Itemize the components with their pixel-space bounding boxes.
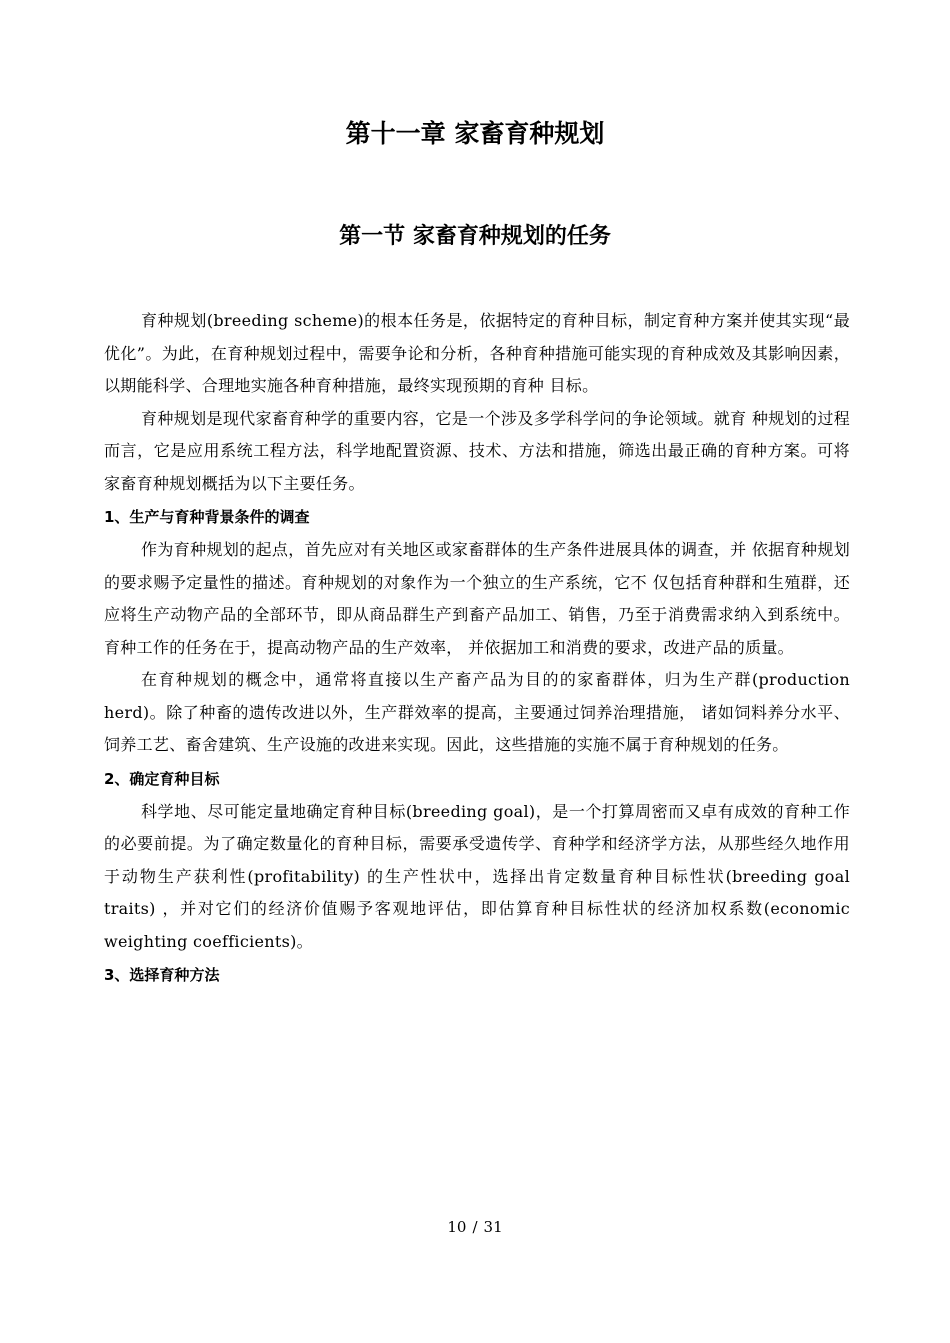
document-body — [104, 305, 850, 992]
current-page-number: 10 — [447, 1218, 467, 1236]
page-number-footer — [0, 1215, 950, 1239]
heading-2: 2、确定育种目标 — [104, 769, 220, 788]
heading-1: 1、生产与育种背景条件的调查 — [104, 508, 310, 526]
chapter-title: 第十一章 家畜育种规划 — [345, 119, 605, 148]
section-1-paragraph-2: 在育种规划的概念中，通常将直接以生产畜产品为目的的家畜群体，归为生产群(production herd)。除了种畜的遗传改进以外，生产群效率的提高，主要通过饲养治理措施， 诸如饲料养分水平、饲养工艺、畜舍建筑、生产设施的改进来实现。因此，这些措施的实施不属于育种规划的任务。 — [104, 670, 850, 754]
section-title: 第一节 家畜育种规划的任务 — [339, 224, 611, 249]
section-2-paragraph-1: 科学地、尽可能定量地确定育种目标(breeding goal)，是一个打算周密而又卓有成效的育种工作的必要前提。为了确定数量化的育种目标，需要承受遗传学、育种学和经济学方法，从那些经久地作用于动物生产获利性(profitability) 的生产性状中，选择出肯定数量育种目标性状(breeding goal traits) ，并对它们的经济价值赐予客观地评估，即估算育种目标性状的经济加权系数(economic weighting coefficients)。 — [104, 801, 850, 951]
intro-paragraph-2: 育种规划是现代家畜育种学的重要内容，它是一个涉及多学科学问的争论领域。就育 种规划的过程而言，它是应用系统工程方法，科学地配置资源、技术、方法和措施，筛选出最正确的育种方案。可将家畜育种规划概括为以下主要任务。 — [104, 408, 850, 493]
intro-paragraph-1: 育种规划(breeding scheme)的根本任务是，依据特定的育种目标，制定育种方案并使其实现“最优化”。为此，在育种规划过程中，需要争论和分析，各种育种措施可能实现的育种成效及其影响因素，以期能科学、合理地实施各种育种措施，最终实现预期的育种 目标。 — [104, 311, 850, 395]
total-pages: 31 — [483, 1218, 503, 1236]
section-1-paragraph-1: 作为育种规划的起点，首先应对有关地区或家畜群体的生产条件进展具体的调查，并 依据育种规划的要求赐予定量性的描述。育种规划的对象作为一个独立的生产系统，它不 仅包括育种群和生殖群，还应将生产动物产品的全部环节，即从商品群生产到畜产品加工、销售，乃至于消费需求纳入到系统中。育种工作的任务在于，提高动物产品的生产效率， 并依据加工和消费的要求，改进产品的质量。 — [104, 540, 850, 657]
page-separator: / — [472, 1218, 478, 1236]
heading-3: 3、选择育种方法 — [104, 966, 220, 984]
